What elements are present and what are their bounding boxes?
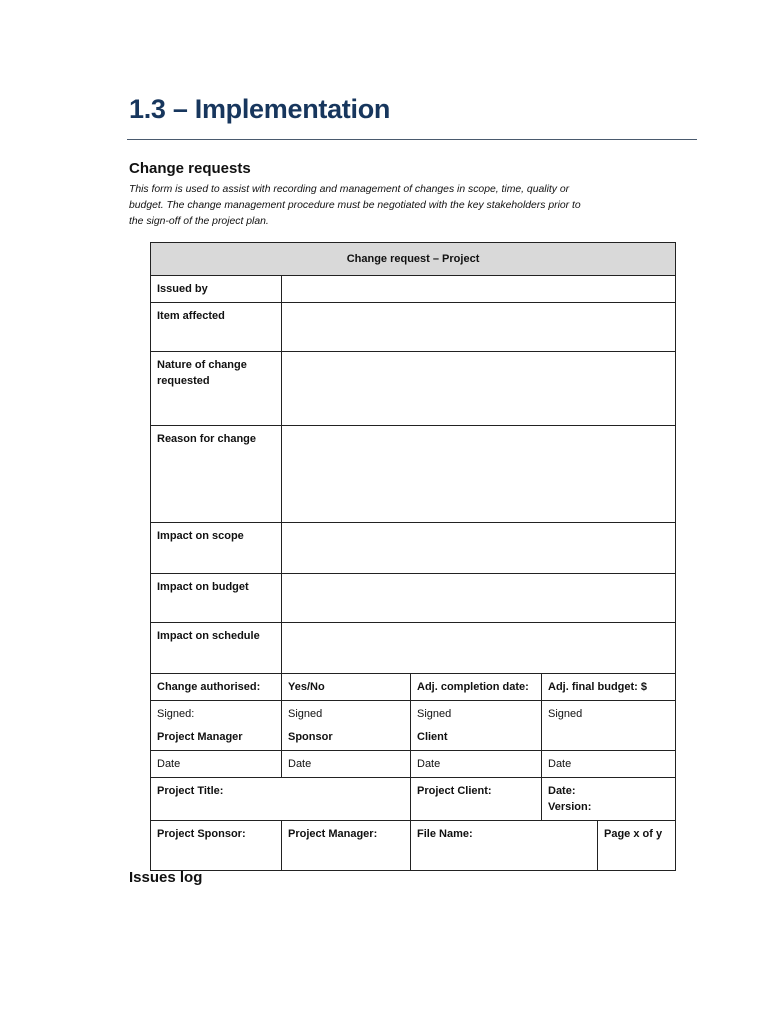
signed-sponsor-cell bbox=[282, 701, 411, 751]
signed-label: Signed bbox=[288, 708, 323, 720]
signed-budget-cell bbox=[542, 701, 676, 751]
date-cell[interactable]: Date bbox=[542, 751, 676, 778]
label-reason-for-change: Reason for change bbox=[151, 426, 282, 523]
field-item-affected[interactable] bbox=[282, 303, 676, 352]
role-project-manager: Project Manager bbox=[157, 731, 243, 743]
change-request-form bbox=[150, 242, 676, 871]
label-change-authorised: Change authorised: bbox=[151, 674, 282, 701]
label-adj-final-budget: Adj. final budget: $ bbox=[542, 674, 676, 701]
field-nature-of-change[interactable] bbox=[282, 352, 676, 426]
label-issued-by: Issued by bbox=[151, 276, 282, 303]
label-item-affected: Item affected bbox=[151, 303, 282, 352]
field-reason-for-change[interactable] bbox=[282, 426, 676, 523]
intro-paragraph: This form is used to assist with recording and management of changes in scope, time, quality or budget. The change management procedure must be negotiated with the key stakeholders prior to the sign-off of the project plan. bbox=[129, 184, 581, 227]
label-date: Date: bbox=[548, 785, 576, 797]
page-title: 1.3 – Implementation bbox=[129, 94, 391, 124]
label-adj-completion-date: Adj. completion date: bbox=[411, 674, 542, 701]
label-nature-of-change: Nature of change requested bbox=[151, 352, 282, 426]
label-impact-scope: Impact on scope bbox=[151, 523, 282, 574]
date-cell[interactable]: Date bbox=[282, 751, 411, 778]
date-cell[interactable]: Date bbox=[151, 751, 282, 778]
label-project-client: Project Client: bbox=[411, 778, 542, 821]
label-project-title: Project Title: bbox=[151, 778, 411, 821]
label-project-manager: Project Manager: bbox=[282, 821, 411, 871]
signed-label: Signed: bbox=[157, 708, 195, 720]
section-heading-issues-log: Issues log bbox=[129, 869, 203, 886]
label-page-x-of-y: Page x of y bbox=[598, 821, 676, 871]
field-issued-by[interactable] bbox=[282, 276, 676, 303]
role-client: Client bbox=[417, 731, 448, 743]
date-cell[interactable]: Date bbox=[411, 751, 542, 778]
field-impact-budget[interactable] bbox=[282, 574, 676, 623]
date-version-cell bbox=[542, 778, 676, 821]
signed-label: Signed bbox=[548, 708, 583, 720]
form-title: Change request – Project bbox=[151, 243, 676, 276]
field-impact-scope[interactable] bbox=[282, 523, 676, 574]
label-project-sponsor: Project Sponsor: bbox=[151, 821, 282, 871]
label-version: Version: bbox=[548, 801, 592, 813]
label-yes-no: Yes/No bbox=[282, 674, 411, 701]
role-sponsor: Sponsor bbox=[288, 731, 333, 743]
signed-project-manager-cell bbox=[151, 701, 282, 751]
field-impact-schedule[interactable] bbox=[282, 623, 676, 674]
label-impact-budget: Impact on budget bbox=[151, 574, 282, 623]
title-divider bbox=[127, 139, 697, 140]
label-file-name: File Name: bbox=[411, 821, 598, 871]
section-heading-change-requests: Change requests bbox=[129, 160, 251, 177]
signed-client-cell bbox=[411, 701, 542, 751]
signed-label: Signed bbox=[417, 708, 452, 720]
label-impact-schedule: Impact on schedule bbox=[151, 623, 282, 674]
